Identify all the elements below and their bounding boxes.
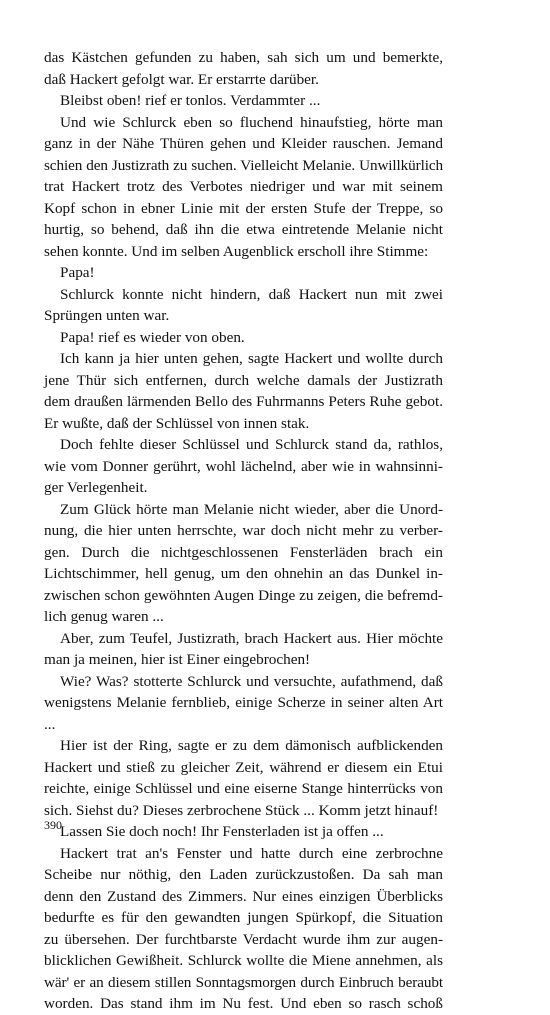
text-line: Papa! — [60, 264, 95, 281]
text-line: Papa! rief es wieder von oben. — [60, 328, 245, 346]
text-line: Lichtschimmer, hell genug, um den ohnehin an das Dunkel in- — [44, 565, 443, 582]
text-line: wär' er an diesem stillen Sonntagsmorgen durch Einbruch beraubt — [44, 973, 443, 991]
text-line: wie vom Donner gerührt, wohl lächelnd, aber wie in wahnsinni- — [44, 457, 443, 475]
text-line: Sprüngen unten war. — [44, 307, 170, 324]
text-line: wenigstens Melanie fernblieb, einige Scherze in seiner alten Art — [44, 694, 443, 711]
text-line: dem draußen lärmenden Bello des Fuhrmanns Peters Ruhe gebot. — [44, 393, 443, 410]
text-line: ganz in der Nähe Thüren gehen und Kleider rauschen. Jemand — [44, 135, 443, 152]
text-line: man ja meinen, hier ist Einer eingebrochen! — [44, 651, 311, 668]
text-line: nung, die hier unten herrschte, war doch nicht mehr zu verber- — [44, 522, 443, 539]
text-line: Aber, zum Teufel, Justizrath, brach Hackert aus. Hier möchte — [60, 629, 443, 647]
text-line: Und wie Schlurck eben so fluchend hinaufstieg, hörte man — [60, 113, 443, 131]
text-line: Scheibe nur nöthig, den Laden zurückzustoßen. Da sah man — [44, 866, 443, 883]
text-line: gen. Durch die nichtgeschlossenen Fensterläden brach ein — [44, 543, 443, 561]
text-line: denn den Zustand des Zimmers. Nur eines einzigen Überblicks — [44, 887, 443, 905]
text-line: Bleibst oben! rief er tonlos. Verdammter ... — [60, 92, 321, 109]
text-line: sich. Siehst du? Dieses zerbrochene Stück ... Komm jetzt hinauf! — [44, 801, 439, 819]
text-line: zu übersehen. Der furchtbarste Verdacht wurde ihm zur augen- — [44, 930, 443, 948]
text-line: bedurfte es für den gewandten jungen Spürkopf, die Situation — [44, 909, 443, 926]
text-line: daß Hackert gefolgt war. Er erstarrte darüber. — [44, 70, 319, 88]
text-line: schien den Justizrath zu suchen. Vielleicht Melanie. Unwillkürlich — [44, 156, 443, 174]
text-line: lich genug waren ... — [44, 608, 164, 625]
text-line: Kopf schon in ebner Linie mit der ersten Stufe der Treppe, so — [44, 199, 443, 217]
body-text — [44, 47, 443, 1015]
text-line: Hier ist der Ring, sagte er zu dem dämonisch aufblickenden — [60, 737, 443, 754]
text-line: das Kästchen gefunden zu haben, sah sich um und bemerkte, — [44, 49, 443, 66]
page-number: 390 — [44, 818, 62, 832]
text-line: Schlurck konnte nicht hindern, daß Hackert nun mit zwei — [60, 285, 443, 303]
text-line: Zum Glück hörte man Melanie nicht wieder, aber die Unord- — [60, 500, 443, 518]
text-line: ... — [44, 715, 56, 733]
text-line: worden. Das stand ihm im Nu fest. Und eben so rasch schoß — [44, 995, 443, 1012]
text-line: zwischen schon gewöhnten Augen Dinge zu zeigen, die befremd- — [44, 586, 443, 604]
text-line: Hackert trat an's Fenster und hatte durch eine zerbrochne — [60, 844, 443, 862]
text-line: Hackert und stieß zu gleicher Zeit, während er diesem ein Etui — [44, 758, 443, 776]
text-line: ger Verlegenheit. — [44, 479, 148, 496]
text-line: Doch fehlte dieser Schlüssel und Schlurck stand da, rathlos, — [60, 436, 443, 453]
text-line: Lassen Sie doch noch! Ihr Fensterladen ist ja offen ... — [60, 823, 384, 840]
text-line: Er wußte, daß der Schlüssel von innen stak. — [44, 414, 310, 432]
text-line: trat Hackert trotz des Verbotes niedriger und war mit seinem — [44, 178, 443, 195]
text-line: blicklichen Gewißheit. Schlurck wollte die Miene annehmen, als — [44, 952, 443, 969]
text-line: reichte, einige Schlüssel und eine eiserne Stange hinterrücks von — [44, 780, 443, 797]
text-line: Wie? Was? stotterte Schlurck und versuchte, aufathmend, daß — [60, 672, 443, 690]
text-line: jene Thür sich entfernen, durch welche damals der Justizrath — [44, 371, 443, 389]
text-line: hurtig, so behend, daß ihn die etwa eintretende Melanie nicht — [44, 221, 443, 238]
text-line: sehen konnte. Und im selben Augenblick erscholl ihre Stimme: — [44, 242, 429, 260]
text-line: Ich kann ja hier unten gehen, sagte Hackert und wollte durch — [60, 350, 443, 367]
